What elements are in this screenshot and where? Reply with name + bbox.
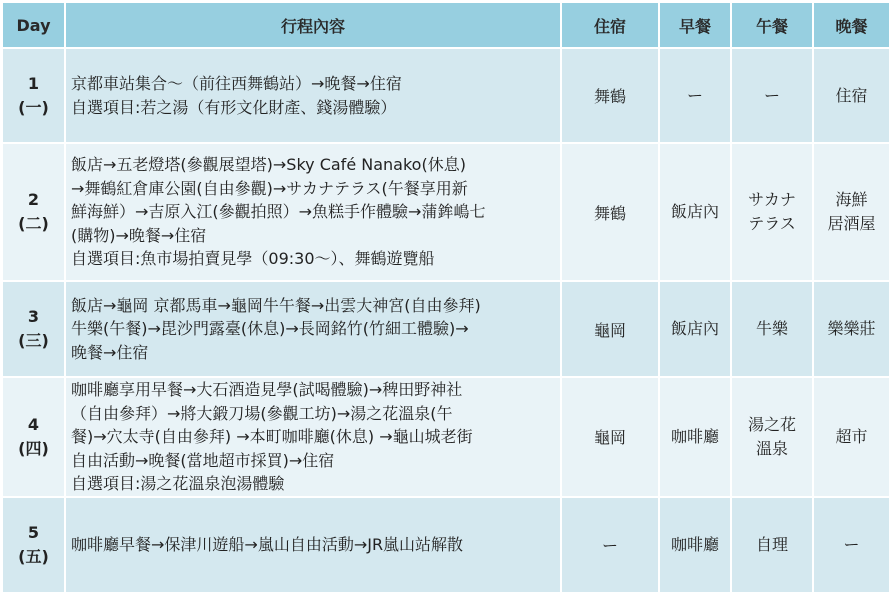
stay-cell: ー <box>561 497 659 593</box>
stay-cell: 龜岡 <box>561 377 659 497</box>
breakfast-cell: 咖啡廳 <box>659 377 731 497</box>
dinner-cell: 樂樂莊 <box>813 281 890 377</box>
day-cell <box>2 377 65 497</box>
itinerary-content: 京都車站集合～（前往西舞鶴站）→晚餐→住宿 自選項目:若之湯（有形文化財產、錢湯體驗） <box>65 48 561 143</box>
day-cell <box>2 497 65 593</box>
dinner-cell: 超市 <box>813 377 890 497</box>
itinerary-content: 咖啡廳享用早餐→大石酒造見學(試喝體驗)→稗田野神社 （自由參拜）→將大鍛刀場(參觀工坊)→湯之花溫泉(午 餐)→穴太寺(自由參拜) →本町咖啡廳(休息) →龜山城老街 自由活動→晚餐(當地超市採買)→住宿 自選項目:湯之花溫泉泡湯體驗 <box>65 377 561 497</box>
header-day: Day <box>2 2 65 48</box>
dinner-cell: 海鮮 居酒屋 <box>813 143 890 281</box>
lunch-cell: 湯之花 溫泉 <box>731 377 813 497</box>
lunch-cell: サカナ テラス <box>731 143 813 281</box>
itinerary-content: 咖啡廳早餐→保津川遊船→嵐山自由活動→JR嵐山站解散 <box>65 497 561 593</box>
day-number: 1 <box>27 73 40 93</box>
header-breakfast: 早餐 <box>659 2 731 48</box>
dinner-cell: ー <box>813 497 890 593</box>
day-chinese: (二) <box>18 214 49 233</box>
day-cell <box>2 48 65 143</box>
day-chinese: (五) <box>18 546 49 566</box>
itinerary-content: 飯店→五老燈塔(參觀展望塔)→Sky Café Nanako(休息) →舞鶴紅倉庫公園(自由參觀)→サカナテラス(午餐享用新 鮮海鮮）→吉原入江(參觀拍照）→魚糕手作體驗→蒲鉾嶋七 (購物)→晚餐→住宿 自選項目:魚市場拍賣見學（09:30～）、舞鶴遊覽船 <box>65 143 561 281</box>
breakfast-cell: 飯店內 <box>659 143 731 281</box>
itinerary-table <box>1 1 890 594</box>
day-chinese: (一) <box>18 97 49 117</box>
header-dinner: 晚餐 <box>813 2 890 48</box>
header-row <box>2 2 890 48</box>
table-row <box>2 377 890 497</box>
day-number: 2 <box>27 190 40 209</box>
stay-cell: 舞鶴 <box>561 143 659 281</box>
table-row <box>2 497 890 593</box>
header-lunch: 午餐 <box>731 2 813 48</box>
breakfast-cell: 咖啡廳 <box>659 497 731 593</box>
lunch-cell: 自理 <box>731 497 813 593</box>
breakfast-cell: 飯店內 <box>659 281 731 377</box>
day-chinese: (四) <box>18 438 49 458</box>
day-number: 4 <box>27 414 40 434</box>
day-cell <box>2 143 65 281</box>
dinner-cell: 住宿 <box>813 48 890 143</box>
lunch-cell: ー <box>731 48 813 143</box>
day-cell <box>2 281 65 377</box>
day-chinese: (三) <box>18 331 49 350</box>
header-stay: 住宿 <box>561 2 659 48</box>
table-row <box>2 143 890 281</box>
header-content: 行程內容 <box>65 2 561 48</box>
day-number: 5 <box>27 522 40 542</box>
stay-cell: 舞鶴 <box>561 48 659 143</box>
table-row <box>2 48 890 143</box>
stay-cell: 龜岡 <box>561 281 659 377</box>
table-row <box>2 281 890 377</box>
day-number: 3 <box>27 307 40 326</box>
breakfast-cell: ー <box>659 48 731 143</box>
lunch-cell: 牛樂 <box>731 281 813 377</box>
itinerary-content: 飯店→龜岡 京都馬車→龜岡牛午餐→出雲大神宮(自由參拜) 牛樂(午餐)→毘沙門露臺(休息)→長岡銘竹(竹細工體驗)→ 晚餐→住宿 <box>65 281 561 377</box>
